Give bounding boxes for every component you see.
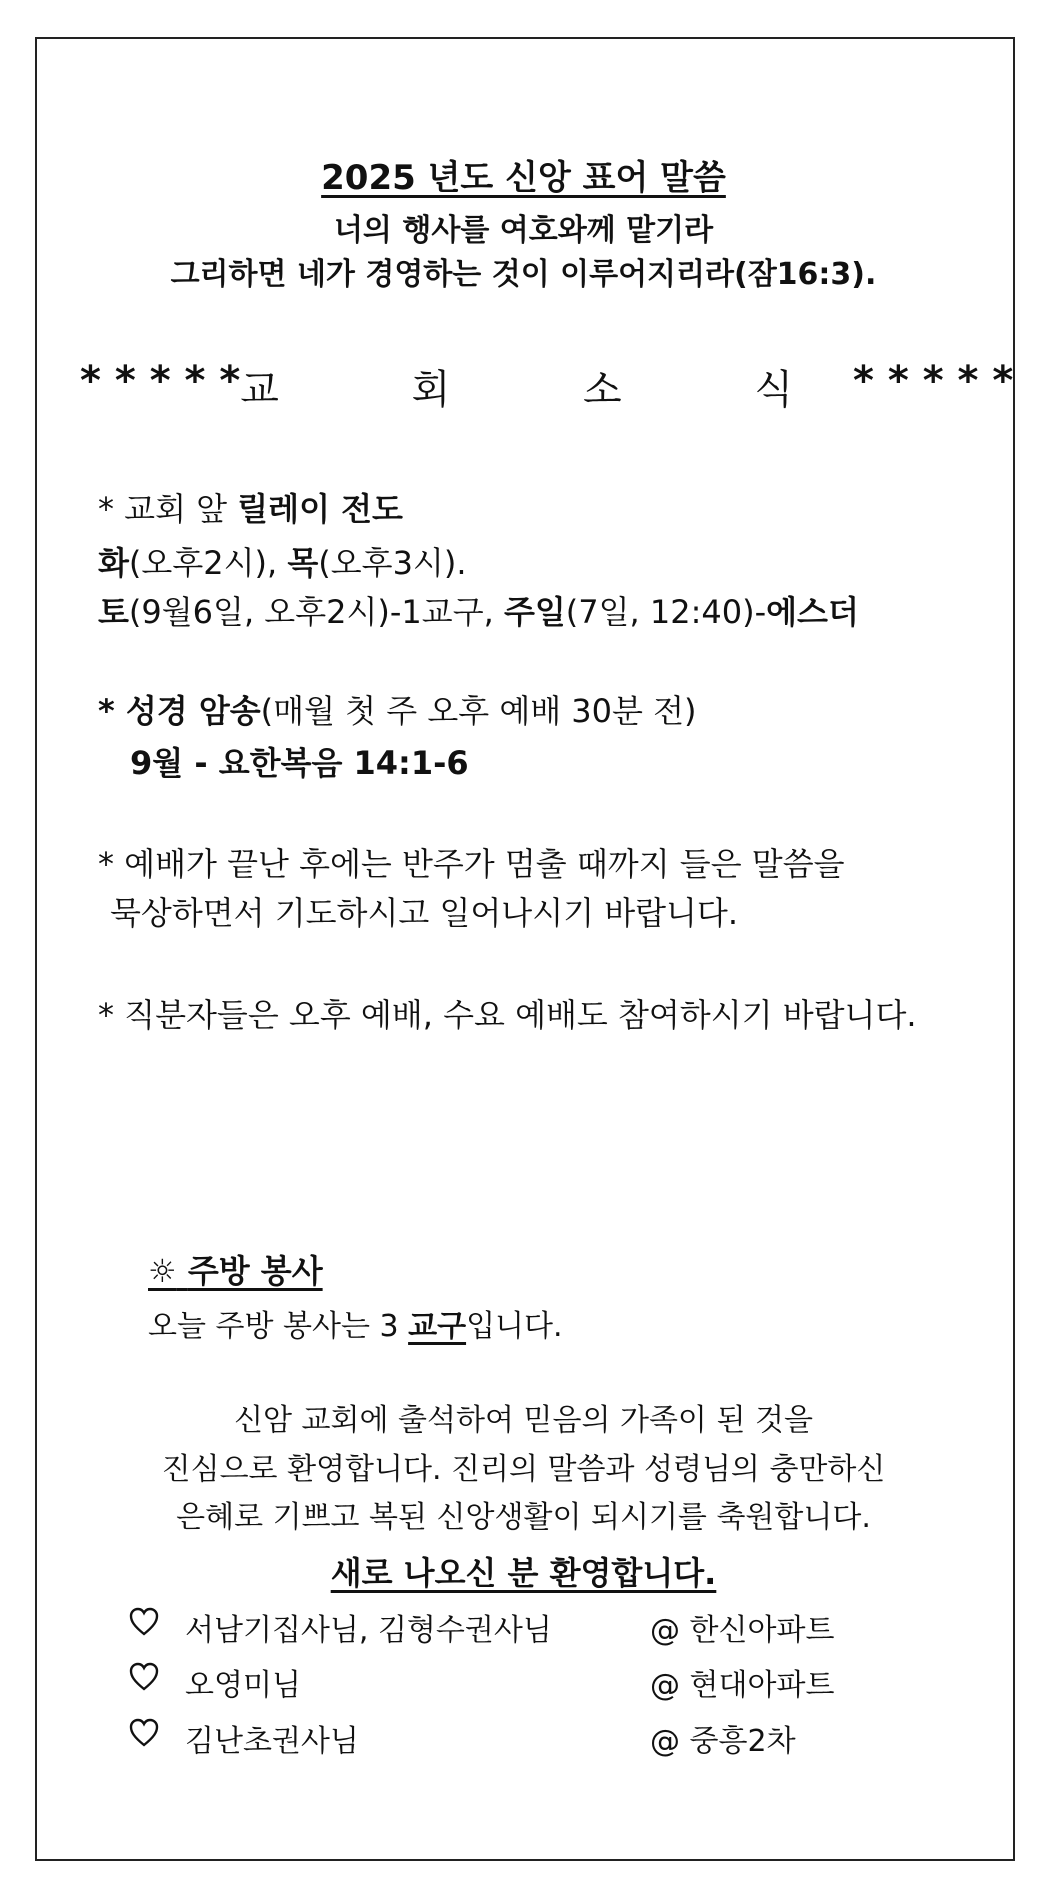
new-members-title: 새로 나오신 분 환영합니다. <box>330 1554 717 1592</box>
notice-after-service: * 예배가 끝난 후에는 반주가 멈출 때까지 들은 말씀을 <box>98 845 845 883</box>
heart-icon <box>128 1661 160 1693</box>
welcome-line-3: 은혜로 기쁘고 복된 신앙생활이 되시기를 축원합니다. <box>176 1500 871 1535</box>
stars-right: * * * * * <box>853 358 1014 404</box>
kitchen-service-title: ☼ 주방 봉사 <box>148 1252 323 1290</box>
verse-line-2: 그리하면 네가 경영하는 것이 이루어지리라(잠16:3). <box>170 257 877 292</box>
new-member-location: @ 중흥2차 <box>650 1724 796 1759</box>
welcome-line-1: 신암 교회에 출석하여 믿음의 가족이 된 것을 <box>234 1403 813 1438</box>
heart-icon <box>128 1606 160 1638</box>
bible-memorization-heading: * 성경 암송(매월 첫 주 오후 예배 30분 전) <box>98 692 697 730</box>
relay-heading: * 교회 앞 릴레이 전도 <box>98 490 403 528</box>
page-title: 2025 년도 신앙 표어 말씀 <box>321 158 726 198</box>
kitchen-service-text: 오늘 주방 봉사는 3 교구입니다. <box>148 1309 563 1344</box>
news-header <box>80 358 1014 415</box>
sun-icon: ☼ <box>148 1252 177 1290</box>
new-member-location: @ 한신아파트 <box>650 1613 835 1648</box>
new-member-name: 오영미님 <box>185 1668 301 1703</box>
news-header-text: 교 회 소 식 <box>240 367 854 413</box>
new-member-location: @ 현대아파트 <box>650 1668 835 1703</box>
new-member-name: 서남기집사님, 김형수권사님 <box>185 1613 552 1648</box>
verse-line-1: 너의 행사를 여호와께 맡기라 <box>333 213 714 248</box>
new-member-name: 김난초권사님 <box>185 1724 359 1759</box>
stars-left: * * * * * <box>80 358 241 404</box>
bible-passage: 9월 - 요한복음 14:1-6 <box>130 744 469 782</box>
relay-weekday-times: 화(오후2시), 목(오후3시). <box>98 544 467 582</box>
notice-after-service-cont: 묵상하면서 기도하시고 일어나시기 바랍니다. <box>110 894 739 932</box>
notice-officers: * 직분자들은 오후 예배, 수요 예배도 참여하시기 바랍니다. <box>98 996 917 1034</box>
relay-weekend-times: 토(9월6일, 오후2시)-1교구, 주일(7일, 12:40)-에스더 <box>98 593 859 631</box>
heart-icon <box>128 1717 160 1749</box>
welcome-line-2: 진심으로 환영합니다. 진리의 말씀과 성령님의 충만하신 <box>161 1452 886 1487</box>
